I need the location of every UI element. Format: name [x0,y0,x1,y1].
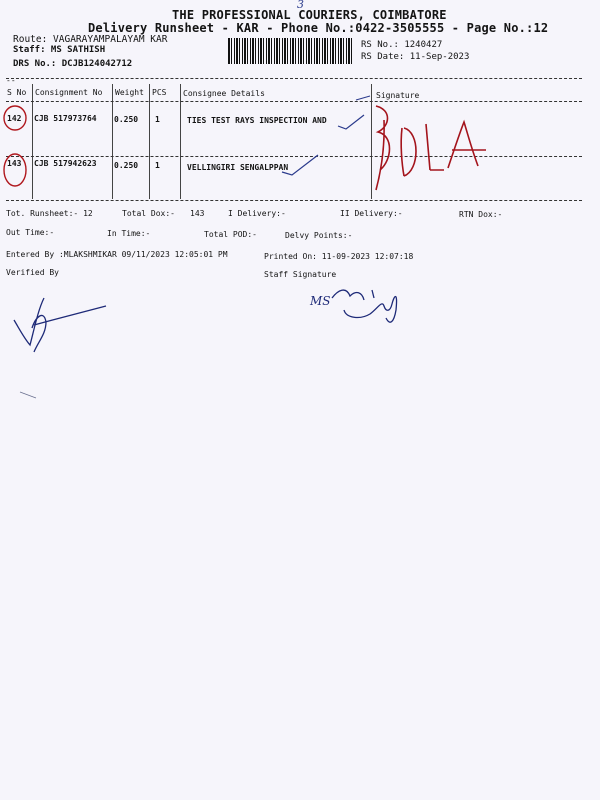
printed-on: Printed On: 11-09-2023 12:07:18 [264,252,414,261]
rs-date: RS Date: 11-Sep-2023 [361,52,470,62]
table-row-pcs: 1 [155,161,160,170]
route-label: Route: VAGARAYAMPALAYAM KAR [13,34,168,45]
col-header-pcs: PCS [152,88,167,97]
row-rule [6,156,582,157]
table-row-consignee: TIES TEST RAYS INSPECTION AND [187,116,327,125]
staff-label: Staff: MS SATHISH [13,45,106,55]
rtn-dox: RTN Dox:- [459,210,503,219]
staff-signature-label: Staff Signature [264,270,337,279]
col-header-sno: S No [7,88,27,97]
i-delivery: I Delivery:- [228,209,286,218]
table-row-consignment: CJB 517973764 [34,114,97,123]
table-row-consignment: CJB 517942623 [34,159,97,168]
out-time: Out Time:- [6,228,55,237]
tot-runsheet: Tot. Runsheet:- 12 [6,209,93,218]
table-top-rule [6,78,582,79]
col-header-weight: Weight [115,88,144,97]
company-title: THE PROFESSIONAL COURIERS, COIMBATORE [172,8,447,22]
table-row-weight: 0.250 [114,161,139,170]
leading-marker: -- [6,76,16,85]
table-row-sno: 142 [7,114,22,123]
runsheet-subtitle: Delivery Runsheet - KAR - Phone No.:0422-3505555 - Page No.:12 [88,21,549,35]
in-time: In Time:- [107,229,151,238]
ii-delivery: II Delivery:- [340,209,403,218]
top-handwritten-mark: 3 [297,0,304,11]
col-header-consignment: Consignment No [35,88,103,97]
total-dox-label: Total Dox:- [122,209,175,218]
barcode [228,38,354,64]
header-rule [6,101,582,102]
entered-by: Entered By :MLAKSHMIKAR 09/11/2023 12:05:01 PM [6,250,228,259]
total-pod: Total POD:- [204,230,257,239]
signature-scrawl [376,106,390,190]
col-header-signature: Signature [376,91,420,100]
total-dox-value: 143 [190,209,205,218]
rs-number: RS No.: 1240427 [361,40,443,50]
drs-number: DRS No.: DCJB124042712 [13,59,133,69]
table-row-weight: 0.250 [114,115,139,124]
staff-sign-text: MS [310,294,331,308]
staff-signature-scrawl [332,290,397,322]
table-bottom-rule [6,200,582,201]
verified-by: Verified By [6,268,59,277]
col-header-consignee: Consignee Details [183,89,265,98]
tick-mark-row1 [338,115,364,129]
table-row-pcs: 1 [155,115,160,124]
table-row-consignee: VELLINGIRI SENGALPPAN [187,163,289,172]
verified-signature [14,298,106,352]
table-row-sno: 143 [7,159,22,168]
delvy-points: Delvy Points:- [285,231,353,240]
